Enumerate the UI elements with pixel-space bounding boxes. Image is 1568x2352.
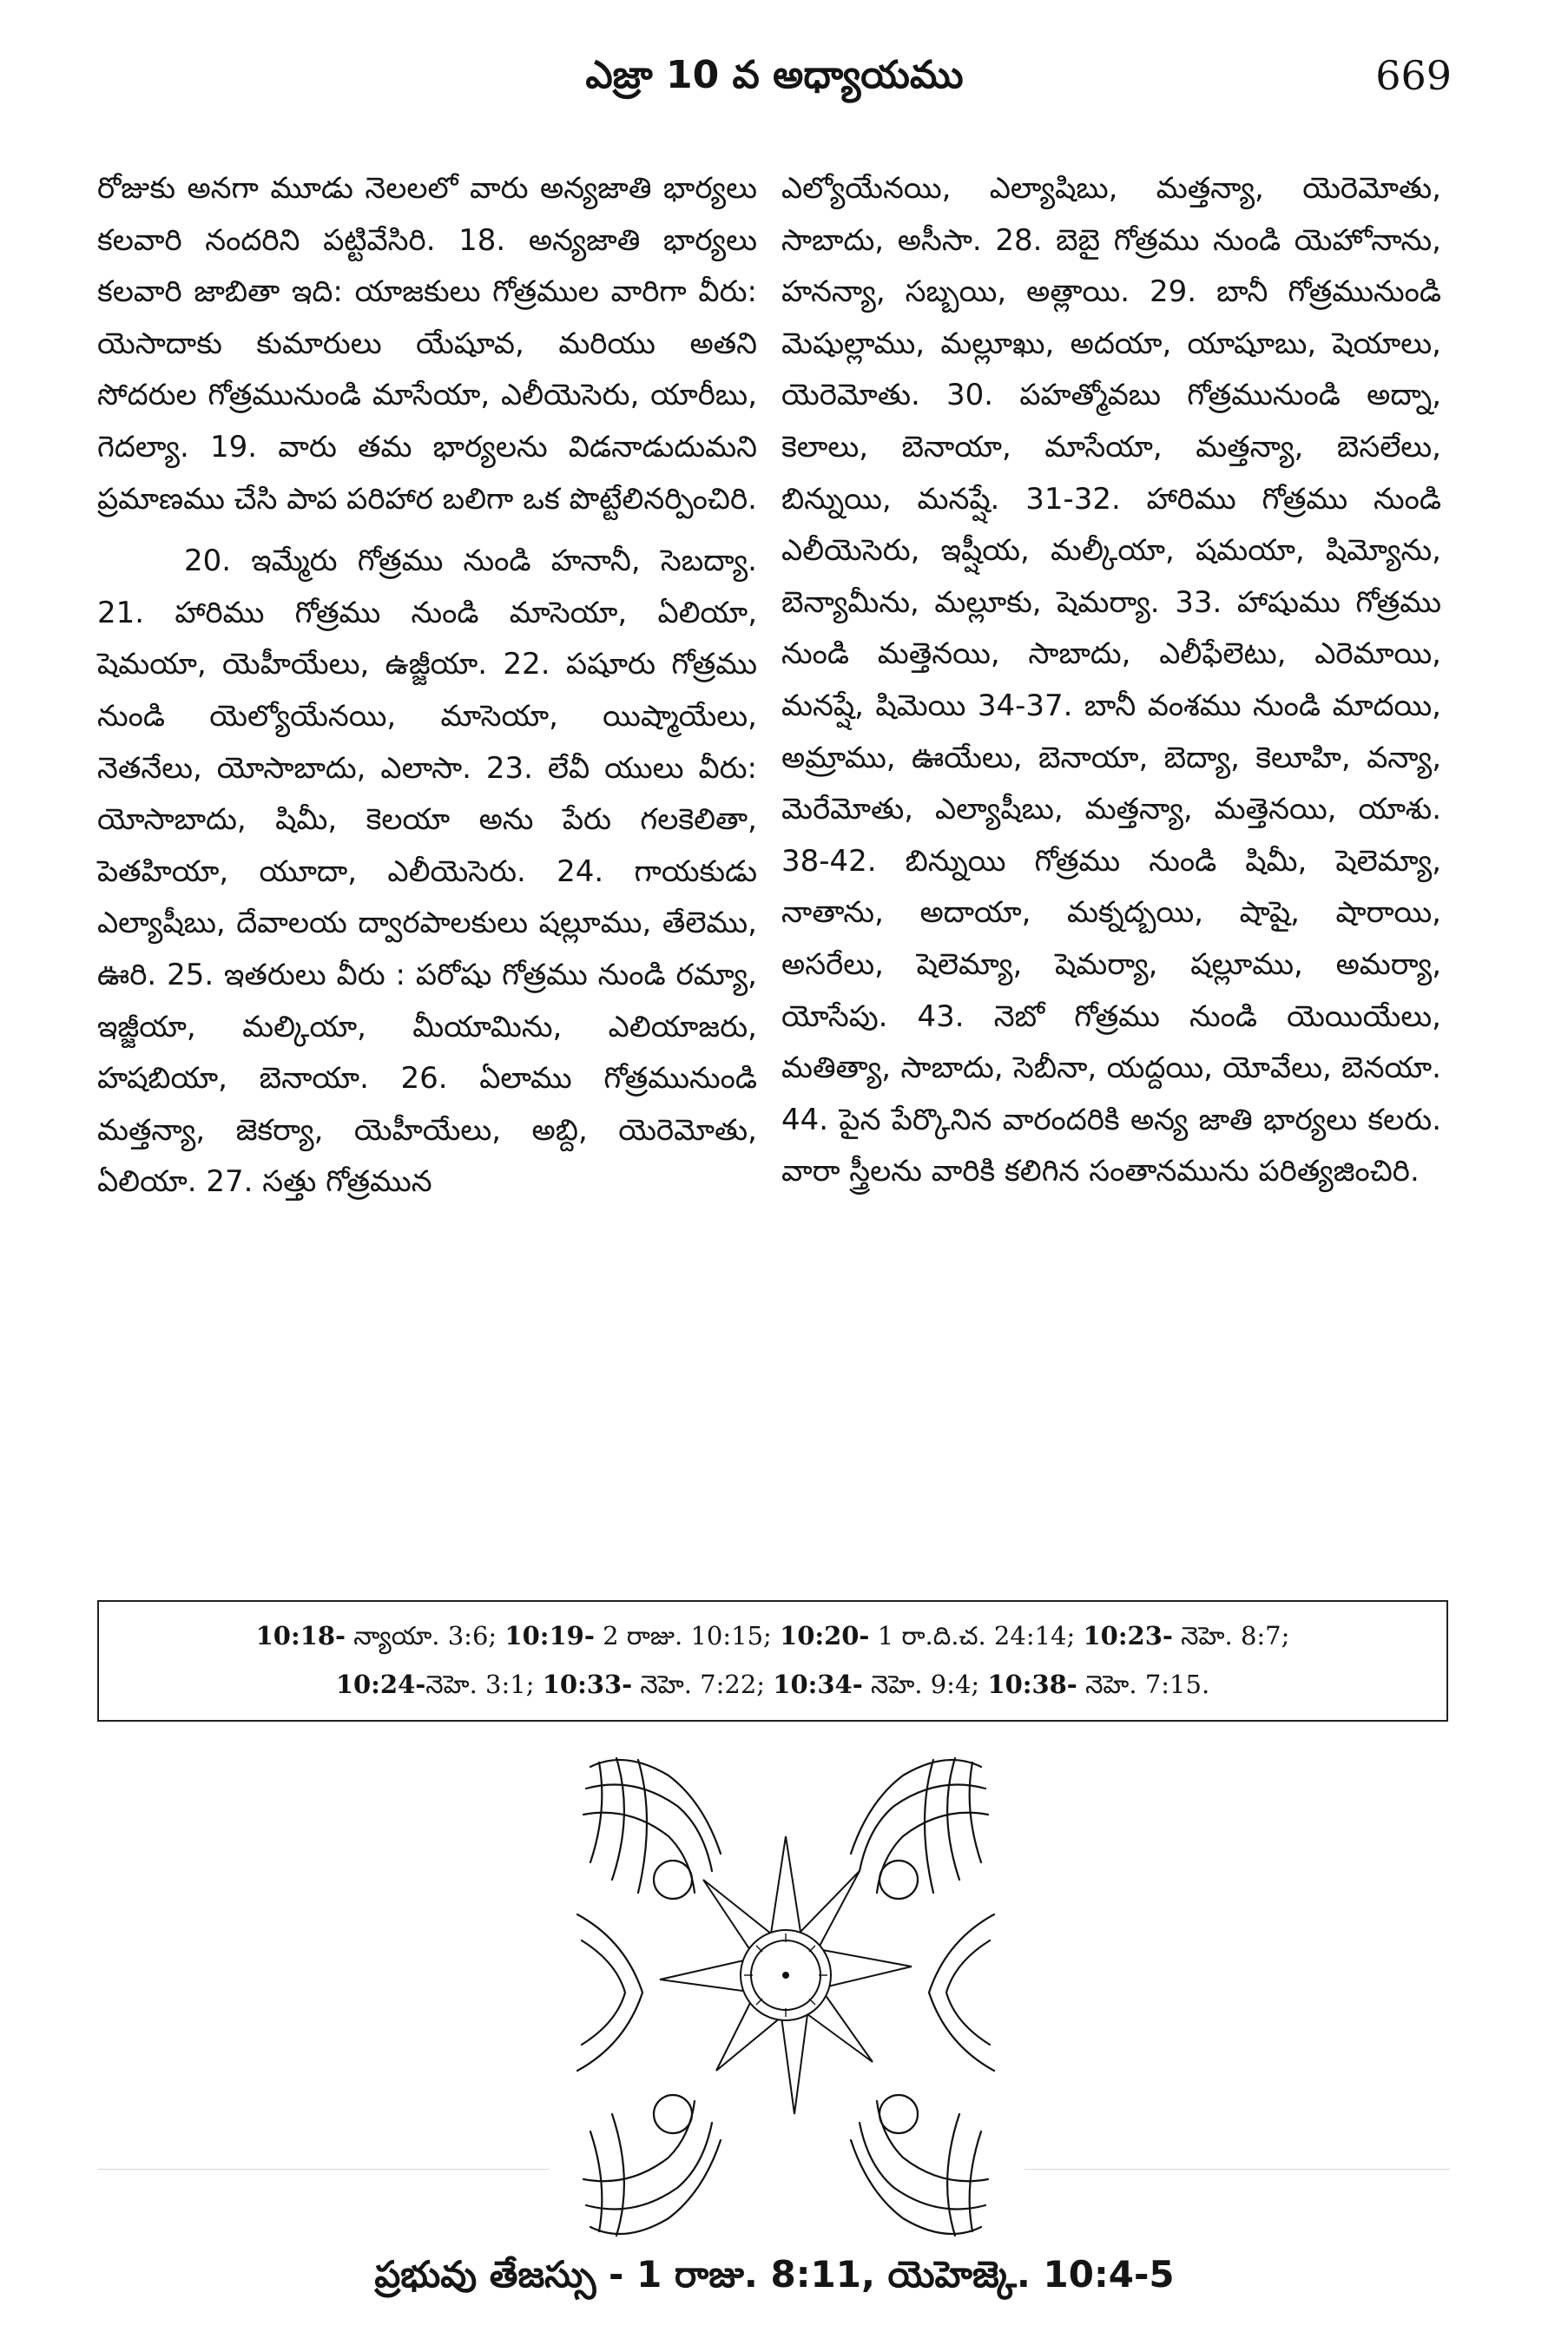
cross-reference-line	[99, 1670, 1446, 1706]
page-header	[97, 45, 1452, 106]
ref-verse: 10:19-	[504, 1621, 595, 1650]
ref-target: నెహె. 8:7;	[1172, 1621, 1290, 1650]
left-column	[97, 163, 757, 1209]
ref-verse: 10:18-	[255, 1621, 346, 1650]
ref-target: 1 రా.ది.చ. 24:14;	[869, 1621, 1084, 1650]
cross-reference-line	[99, 1621, 1446, 1657]
ref-verse: 10:20-	[780, 1621, 870, 1650]
ref-verse: 10:33-	[542, 1670, 633, 1699]
verse-paragraph: 20. ఇమ్మేరు గోత్రము నుండి హనానీ, సెబద్యా. 21. హారిము గోత్రము నుండి మాసెయా, ఏలియా, షెమయా, యెహీయేలు, ఉజ్జీయా. 22. పషూరు గోత్రము నుండి యెల్యోయేనయి, మాసెయా, యిష్మాయేలు, నెతనేలు, యోసాబాదు, ఎలాసా. 23. లేవీ యులు వీరు: యోసాబాదు, షిమీ, కెలయా అను పేరు గలకెలితా, పెతహియా, యూదా, ఎలీయెసెరు. 24. గాయకుడు ఎల్యాషీబు, దేవాలయ ద్వారపాలకులు షల్లూము, తేలెము, ఊరి. 25. ఇతరులు వీరు : పరోషు గోత్రము నుండి రమ్యా, ఇజ్జీయా, మల్కియా, మీయామిను, ఎలియాజరు, హషబియా, బెనాయా. 26. ఏలాము గోత్రమునుండి మత్తన్యా, జెకర్యా, యెహీయేలు, అబ్ది, యెరెమోతు, ఏలియా. 27. సత్తు గోత్రమున	[97, 544, 757, 1200]
verse-paragraph: రోజుకు అనగా మూడు నెలలలో వారు అన్యజాతి భార్యలు కలవారి నందరిని పట్టివేసిరి. 18. అన్యజాతి భార్యలు కలవారి జాబితా ఇది: యాజకులు గోత్రముల వారిగా వీరు: యెసాదాకు కుమారులు యేషూవ, మరియు అతని సోదరుల గోత్రమునుండి మాసేయా, ఎలీయెసెరు, యారీబు, గెదల్యా. 19. వారు తమ భార్యలను విడనాడుదుమని ప్రమాణము చేసి పాప పరిహార బలిగా ఒక పొట్టేలినర్పించిరి.	[97, 171, 757, 517]
ref-target: 2 రాజు. 10:15;	[594, 1621, 781, 1650]
divider	[1024, 2169, 1450, 2170]
page-number: 669	[1375, 52, 1452, 99]
right-column	[781, 163, 1441, 1198]
ref-verse: 10:38-	[987, 1670, 1077, 1699]
ref-target: నెహె. 3:1;	[425, 1670, 543, 1699]
illustration-caption: ప్రభువు తేజస్సు - 1 రాజు. 8:11, యెహెజ్కె. 10:4-5	[374, 2253, 1175, 2296]
ref-target: న్యాయా. 3:6;	[346, 1621, 505, 1650]
divider	[97, 2169, 549, 2170]
cross-reference-box	[97, 1600, 1448, 1722]
ref-target: నెహె. 9:4;	[862, 1670, 988, 1699]
ref-target: నెహె. 7:15.	[1077, 1670, 1210, 1699]
ref-verse: 10:23-	[1083, 1621, 1173, 1650]
ref-verse: 10:34-	[773, 1670, 863, 1699]
ref-verse: 10:24-	[335, 1670, 426, 1699]
ref-target: నెహె. 7:22;	[632, 1670, 774, 1699]
chapter-title: ఎజ్రా 10 వ అధ్యాయము	[585, 53, 964, 97]
verse-paragraph: ఎల్యోయేనయి, ఎల్యాషిబు, మత్తన్యా, యెరెమోతు, సాబాదు, అసీసా. 28. బెబై గోత్రము నుండి యెహోనాను, హనన్యా, సబ్బయి, అత్లాయి. 29. బానీ గోత్రమునుండి మెషుల్లాము, మల్లూఖు, అదయా, యాషూబు, షెయాలు, యెరెమోతు. 30. పహత్మోవబు గోత్రమునుండి అద్నా, కెలాలు, బెనాయా, మాసేయా, మత్తన్యా, బెసలేలు, బిన్నుయి, మనష్షే. 31-32. హారిము గోత్రము నుండి ఎలీయెసెరు, ఇష్షీయ, మల్కీయా, షమయా, షిమ్యోను, బెన్యామీను, మల్లూకు, షెమర్యా. 33. హాషుము గోత్రము నుండి మత్తెనయి, సాబాదు, ఎలీఫేలెటు, ఎరెమాయి, మనష్షే, షిమెయి 34-37. బానీ వంశము నుండి మాదయి, అమ్రాము, ఊయేలు, బెనాయా, బెద్యా, కెలూహి, వన్యా, మెరేమోతు, ఎల్యాషీబు, మత్తన్యా, మత్తెనయి, యాశు. 38-42. బిన్నుయి గోత్రము నుండి షిమీ, షెలెమ్యా, నాతాను, అదాయా, మక్నద్బయి, షాషై, షారాయి, అసరేలు, షెలెమ్యా, షెమర్యా, షల్లూము, అమర్యా, యోసేపు. 43. నెబో గోత్రము నుండి యెయియేలు, మతిత్యా, సాబాదు, సెబీనా, యద్దయి, యోవేలు, బెనయా. 44. పైన పేర్కొనిన వారందరికి అన్య జాతి భార్యలు కలరు. వారా స్త్రీలను వారికి కలిగిన సంతానమును పరిత్యజించిరి.	[781, 171, 1441, 1189]
cherubim-glory-illustration-icon	[573, 1741, 998, 2253]
